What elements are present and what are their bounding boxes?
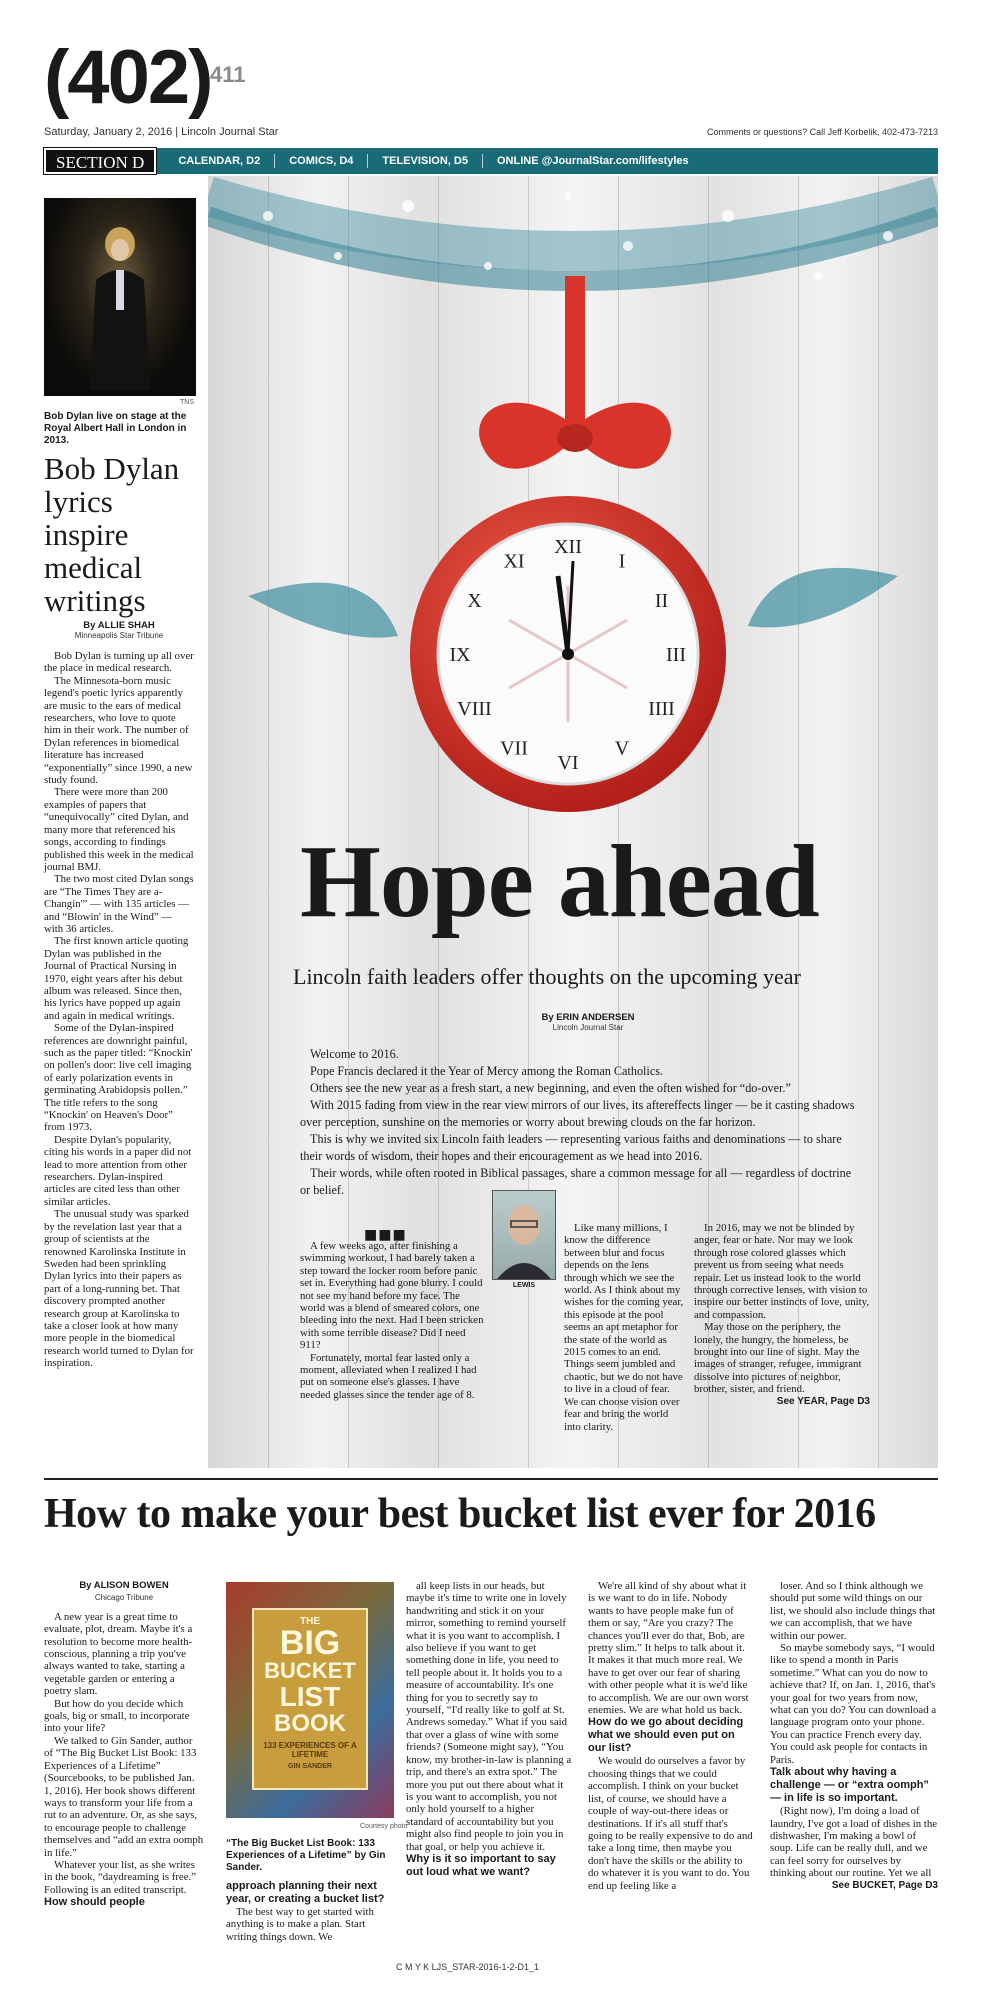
bucket-column-4 (588, 1580, 754, 1892)
section-rule (44, 1478, 938, 1480)
bucket-column-3 (406, 1580, 572, 1879)
paragraph: (Right now), I'm doing a load of laundry, I've got a load of dishes in the dishwasher, I'm making a bowl of soup. Life can be really dull, and we can feel sorry for ourselves by thinking about our routine. Yet we all (770, 1805, 938, 1880)
paragraph: We're all kind of shy about what it is we want to do in life. Nobody wants to have people make fun of them or say, “Are you crazy? The chances you'll ever do that, Bob, are pretty slim.” It helps to talk about it. It makes it that much more real. We have to get over our fear of sharing with other people what it is we'd like to accomplish. We are our own worst enemies. We are what hold us back. (588, 1580, 749, 1717)
hope-affiliation: Lincoln Journal Star (552, 1023, 624, 1032)
dylan-byline-block (44, 620, 194, 640)
book-cover (252, 1608, 368, 1790)
clock-numeral: VI (557, 752, 579, 774)
pine-garland (208, 196, 938, 281)
paragraph: loser. And so I think although we should put some wild things on our list, we should also include things that we can accomplish, that we have within our power. (770, 1580, 936, 1642)
clock-numeral: X (467, 590, 482, 612)
nav-items (164, 154, 702, 168)
paragraph: The first known article quoting Dylan was published in the Journal of Practical Nursing in 1970, eight years after his debut album was released. Since then, his lyrics have popped up again and again in medical writings. (44, 935, 189, 1022)
section-divider: ■■■ (364, 1227, 407, 1243)
question-subhead: How should people (44, 1896, 145, 1909)
paragraph: Bob Dylan is turning up all over the place in medical research. (44, 650, 194, 675)
question-subhead: Why is it so important to say out loud what we want? (406, 1852, 556, 1878)
contact-line: Comments or questions? Call Jeff Korbelik, 402-473-7213 (707, 127, 938, 137)
bucket-affiliation: Chicago Tribune (94, 1593, 154, 1603)
paragraph: The Minnesota-born music legend's poetic lyrics apparently are music to the ears of medical researchers, who love to quote him in their work. The number of Dylan references in biomedical literature has increased “exponentially” since 1990, a new study found. (44, 674, 193, 787)
clock-numeral: V (614, 737, 630, 760)
book-title-line: BOOK (274, 1710, 346, 1737)
bucket-column-1 (44, 1580, 204, 1909)
bucket-column-2 (226, 1880, 394, 1943)
paragraph: Welcome to 2016. (310, 1047, 399, 1061)
paragraph: We would do ourselves a favor by choosing things that we could accomplish. I think on your bucket list, of course, we should have a couple of way-out-there ideas or destinations. If it's all stuff that's going to be really expensive to do and take a long time, then maybe you don't have the skills or the ability to do whatever it is you want to do. You end up feeling like a (588, 1755, 753, 1892)
clock-numeral: XII (554, 536, 582, 558)
section-nav (44, 148, 938, 174)
print-slug: C M Y K LJS_STAR-2016-1-2-D1_1 (396, 1962, 540, 1972)
bucket-column-5 (770, 1580, 938, 1892)
paragraph: With 2015 fading from view in the rear view mirrors of our lives, its aftereffects linger — be it casting shadows over perception, sunshine on the memories or worry about brewing clouds on the far horizon. (300, 1098, 855, 1129)
clock-numeral: II (654, 590, 669, 612)
paragraph: This is why we invited six Lincoln faith leaders — representing various faiths and denominations — to share their words of wisdom, their hopes and their encouragement as we head into 2016. (300, 1132, 842, 1163)
hope-byline-block (538, 1012, 638, 1032)
paragraph: Pope Francis declared it the Year of Mercy among the Roman Catholics. (310, 1064, 664, 1078)
paragraph: Like many millions, I know the difference between blur and focus depends on the lens through which we see the world. As I think about my wishes for the coming year, this episode at the pool seems an apt metaphor for the state of the world as 2015 comes to an end. Things seem jumbled and chaotic, but we do not have to live in a cloud of fear. We can choose vision over fear and bring the world into clarity. (564, 1222, 684, 1433)
clock-numeral: VII (500, 737, 528, 760)
paragraph: Fortunately, mortal fear lasted only a moment, alleviated when I realized I had put on someone else's glasses. I have needed glasses since the tender age of 8. (300, 1351, 477, 1401)
nav-item-calendar[interactable]: CALENDAR, D2 (164, 154, 275, 168)
nav-item-television[interactable]: TELEVISION, D5 (368, 154, 483, 168)
paragraph: Their words, while often rooted in Biblical passages, share a common message for all — regardless of doctrine or belief. (300, 1166, 852, 1197)
hope-column-c (694, 1222, 870, 1408)
hope-jump-link[interactable]: See YEAR, Page D3 (776, 1395, 870, 1407)
dylan-silhouette (86, 220, 156, 390)
hope-column-a (300, 1240, 486, 1401)
dylan-article-body (44, 650, 194, 1370)
dylan-headline: Bob Dylan lyrics inspire medical writings (44, 451, 180, 618)
question-subhead: How do we go about deciding what we should even put on our list? (588, 1716, 744, 1755)
book-caption-text: “The Big Bucket List Book: 133 Experiences of a Lifetime” by Gin Sander. (226, 1838, 386, 1873)
section-label: SECTION D (44, 148, 156, 174)
clock-numeral: III (666, 644, 686, 666)
clock-numeral: I (618, 550, 626, 573)
clock-numeral: VIII (457, 698, 492, 720)
paragraph: There were more than 200 examples of papers that “unequivocally” cited Dylan, and many more that referenced his songs, according to findings published this week in the medical journal BMJ. (44, 786, 194, 873)
photo-credit: TNS (180, 399, 194, 406)
paragraph: May those on the periphery, the lonely, the hungry, the homeless, be brought into our line of sight. May the images of stranger, refugee, immigrant dissolve into pictures of neighbor, brother, sister, and friend. (694, 1321, 862, 1396)
question-subhead: approach planning their next year, or creating a bucket list? (226, 1880, 385, 1905)
paragraph: all keep lists in our heads, but maybe it's time to write one in lovely handwriting and stick it on your mirror, something to remind yourself what it is you want to accomplish. I also believe if you want to get something done in life, you need to tell people about it. It holds you to a measure of accountability. It's one thing for you to secretly say to yourself, “I'd really like to golf at St. Andrews someday.” What if you said that over a glass of wine with some friends? (Someone might say), “You know, my brother-in-law is planning a trip, and there's an extra spot.” The more you put out there about what it is you want to accomplish, you not only hold yourself to a higher standard of accountability but you might also find people to join you in that goal, or help you achieve it. (406, 1580, 572, 1853)
clock-numeral: XI (503, 550, 525, 573)
paragraph: The unusual study was sparked by the revelation last year that a group of scientists at the renowned Karolinska Institute in Sweden had been sprinkling Dylan lyrics into their papers as part of a long-running bet. That discovery prompted another research group at Karolinska to take a closer look at how many more people in the biomedical research world turned to Dylan for inspiration. (44, 1208, 194, 1370)
book-title-line: THE (300, 1616, 320, 1627)
paragraph: But how do you decide which goals, big or small, to incorporate into your life? (44, 1697, 190, 1735)
bucket-headline: How to make your best bucket list ever for 2016 (44, 1491, 876, 1537)
nav-item-comics[interactable]: COMICS, D4 (275, 154, 368, 168)
question-subhead: Talk about why having a challenge — or “extra oomph” — in life is so important. (770, 1766, 929, 1805)
hope-intro (300, 1046, 858, 1199)
paragraph: In 2016, may we not be blinded by anger, fear or hate. Nor may we look through rose colored glasses which prevent us from seeing what needs repair. Let us instead look to the world through corrective lenses, with vision to inspire our better instincts of love, unity, and compassion. (694, 1222, 870, 1321)
paragraph: Others see the new year as a fresh start, a new beginning, and even the often wished for “do-over.” (310, 1081, 791, 1095)
bucket-jump-link[interactable]: See BUCKET, Page D3 (831, 1879, 938, 1891)
dateline: Saturday, January 2, 2016 | Lincoln Journal Star (44, 126, 279, 138)
hope-deck: Lincoln faith leaders offer thoughts on the upcoming year (293, 964, 801, 989)
photo-caption: Bob Dylan live on stage at the Royal Albert Hall in London in 2013. (44, 411, 187, 446)
lewis-caption: LEWIS (512, 1282, 536, 1289)
book-title-line: LIST (279, 1681, 341, 1712)
hope-headline: Hope ahead (300, 824, 819, 939)
book-subtitle: 133 EXPERIENCES OF A LIFETIME (263, 1741, 357, 1759)
book-caption (226, 1838, 394, 1943)
book-title-line: BUCKET (264, 1658, 356, 1683)
clock-numeral: IIII (648, 698, 675, 720)
hope-column-b (494, 1222, 684, 1433)
bucket-byline: By ALISON BOWEN (79, 1580, 169, 1591)
paragraph: So maybe somebody says, “I would like to spend a month in Paris sometime.” What can you do now to achieve that? If, on Jan. 1, 2016, that's your goal for two years from now, what can you do? You can download a language program onto your phone. You can practice French every day. You could ask people for contacts in Paris. (770, 1642, 937, 1766)
nav-item-online[interactable]: ONLINE @JournalStar.com/lifestyles (496, 155, 689, 167)
dylan-byline: By ALLIE SHAH (83, 620, 155, 631)
paragraph: A new year is a great time to evaluate, plot, dream. Maybe it's a resolution to become more health-conscious, planning a trip you've always wanted to take, starting a vegetable garden or entering a poetry slam. (44, 1610, 193, 1698)
paragraph: Some of the Dylan-inspired references are downright painful, such as the paper titled: “Knockin' on pollen's door: live cell imaging of early polarization events in germinating Arabidopsis pollen.” The title refers to the song “Knockin' on Heaven's Door” from 1973. (44, 1022, 193, 1134)
paragraph: We talked to Gin Sander, author of “The Big Bucket List Book: 133 Experiences of a Lifetime” (Sourcebooks, to be published Jan. 1, 2016). Her book shows different ways to transform your life from a rut to an adventure. Or, as she says, to encourage people to challenge themselves and “add an extra oomph in life.” (44, 1734, 204, 1859)
paragraph: Despite Dylan's popularity, citing his words in a paper did not lead to more attention from other researchers. Dylan-inspired articles are cited less than other similar articles. (44, 1133, 192, 1208)
logo: (402) (44, 35, 212, 120)
paragraph: A few weeks ago, after finishing a swimming workout, I had barely taken a step toward the locker room before panic set in. Everything had gone blurry. I could not see my hand before my face. The world was a blend of smeared colors, one bleeding into the next. Had I been stricken with some terrible disease? Did I need 911? (300, 1240, 484, 1352)
book-author: GIN SANDER (288, 1763, 332, 1770)
paragraph: Whatever your list, as she writes in the book, “daydreaming is free.” Following is an edited transcript. (44, 1858, 196, 1896)
paragraph: The best way to get started with anything is to make a plan. Start writing things down. We (226, 1906, 374, 1943)
book-title-line: BIG (279, 1624, 341, 1662)
dylan-affiliation: Minneapolis Star Tribune (74, 631, 164, 640)
hope-byline: By ERIN ANDERSEN (541, 1012, 635, 1023)
paragraph: The two most cited Dylan songs are “The Times They are a-Changin'” — with 135 articles — and “Blowin' in the Wind” — with 36 articles. (44, 873, 194, 935)
book-credit: Courtesy photo (360, 1823, 408, 1830)
clock-numeral: IX (449, 644, 471, 666)
logo-superscript: 411 (210, 62, 246, 87)
